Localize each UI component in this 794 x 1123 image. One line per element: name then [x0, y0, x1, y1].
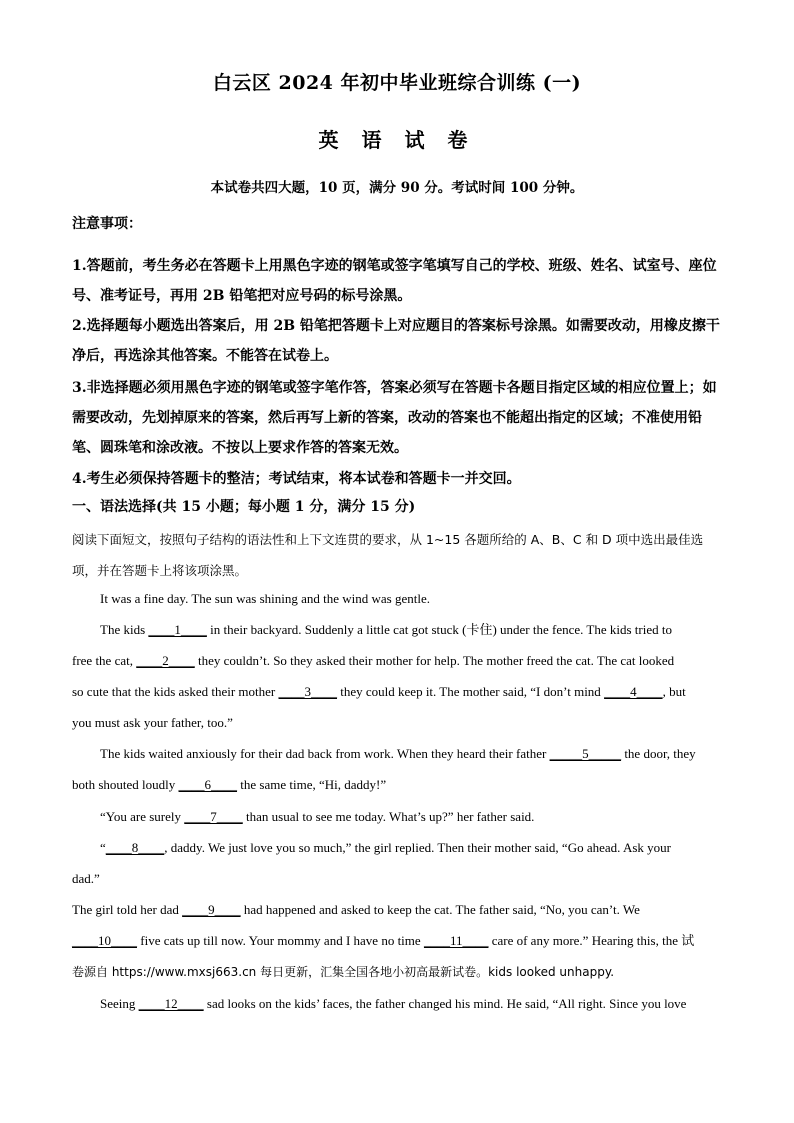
passage-line: It was a fine day. The sun was shining and the wind was gentle. [100, 591, 430, 606]
notes-heading: 注意事项： [72, 216, 142, 232]
passage-line: both shouted loudly ____6____ the same time, “Hi, daddy!” [72, 777, 387, 792]
section-heading: 一、语法选择(共 15 小题；每小题 1 分，满分 15 分) [72, 499, 416, 515]
note-item-2: 2.选择题每小题选出答案后，用 2B 铅笔把答题卡上对应题目的答案标号涂黑。如需要改动，用橡皮擦干净后，再选涂其他答案。不能答在试卷上。 [72, 318, 720, 364]
passage-line: 卷源自 https://www.mxsj663.cn 每日更新，汇集全国各地小初高最新试卷。kids looked unhappy. [72, 965, 615, 979]
passage-line: The kids ____1____ in their backyard. Suddenly a little cat got stuck (卡住) under the fence. The kids tried to [100, 622, 672, 637]
blank-1: ____1____ [148, 622, 207, 637]
passage-line: so cute that the kids asked their mother ____3____ they could keep it. The mother said, “I don’t mind ____4____, but [72, 684, 686, 699]
page-subtitle: 英 语 试 卷 [318, 128, 476, 152]
passage-line: ____10____ five cats up till now. Your mommy and I have no time ____11____ care of any more.” Hearing this, the 试 [72, 933, 695, 948]
note-item-4: 4.考生必须保持答题卡的整洁；考试结束，将本试卷和答题卡一并交回。 [72, 471, 521, 487]
blank-4: ____4____ [604, 684, 663, 699]
section-instruction: 阅读下面短文，按照句子结构的语法性和上下文连贯的要求，从 1~15 各题所给的 A、B、C 和 D 项中选出最佳选项，并在答题卡上将该项涂黑。 [72, 532, 704, 578]
blank-6: ____6____ [178, 777, 238, 792]
note-item-1: 1.答题前，考生务必在答题卡上用黑色字迹的钢笔或签字笔填写自己的学校、班级、姓名、试室号、座位号、准考证号，再用 2B 铅笔把对应号码的标号涂黑。 [72, 258, 717, 304]
page-title: 白云区 2024 年初中毕业班综合训练 (一) [212, 72, 582, 94]
blank-2: ____2____ [136, 653, 195, 668]
passage-line: “You are surely ____7____ than usual to see me today. What’s up?” her father said. [100, 809, 535, 824]
passage-line: dad.” [72, 871, 100, 886]
passage-line: The girl told her dad ____9____ had happened and asked to keep the cat. The father said, “No, you can’t. We [72, 902, 640, 917]
passage-line: you must ask your father, too.” [72, 715, 233, 730]
passage-line: Seeing ____12____ sad looks on the kids’ faces, the father changed his mind. He said, “All right. Since you love [100, 996, 687, 1011]
blank-10: ____10____ [72, 933, 137, 948]
blank-3: ____3____ [278, 684, 338, 699]
blank-12: ____12____ [138, 996, 204, 1011]
blank-11: ____11____ [423, 933, 489, 948]
passage-line: free the cat, ____2____ they couldn’t. So they asked their mother for help. The mother freed the cat. The cat looked [72, 653, 675, 668]
passage-line: The kids waited anxiously for their dad back from work. When they heard their father _____5_____ the door, they [100, 746, 696, 761]
note-item-3: 3.非选择题必须用黑色字迹的钢笔或签字笔作答，答案必须写在答题卡各题目指定区域的相应位置上；如需要改动，先划掉原来的答案，然后再写上新的答案，改动的答案也不能超出指定的区域；不准使用铅笔、圆珠笔和涂改液。不按以上要求作答的答案无效。 [72, 380, 717, 456]
blank-9: ____9____ [182, 902, 241, 917]
blank-7: ____7____ [184, 809, 243, 824]
blank-5: _____5_____ [549, 746, 622, 761]
passage-line: “____8____, daddy. We just love you so much,” the girl replied. Then their mother said, “Go ahead. Ask your [100, 840, 671, 855]
exam-info: 本试卷共四大题，10 页，满分 90 分。考试时间 100 分钟。 [210, 180, 584, 196]
blank-8: ____8____ [105, 840, 165, 855]
